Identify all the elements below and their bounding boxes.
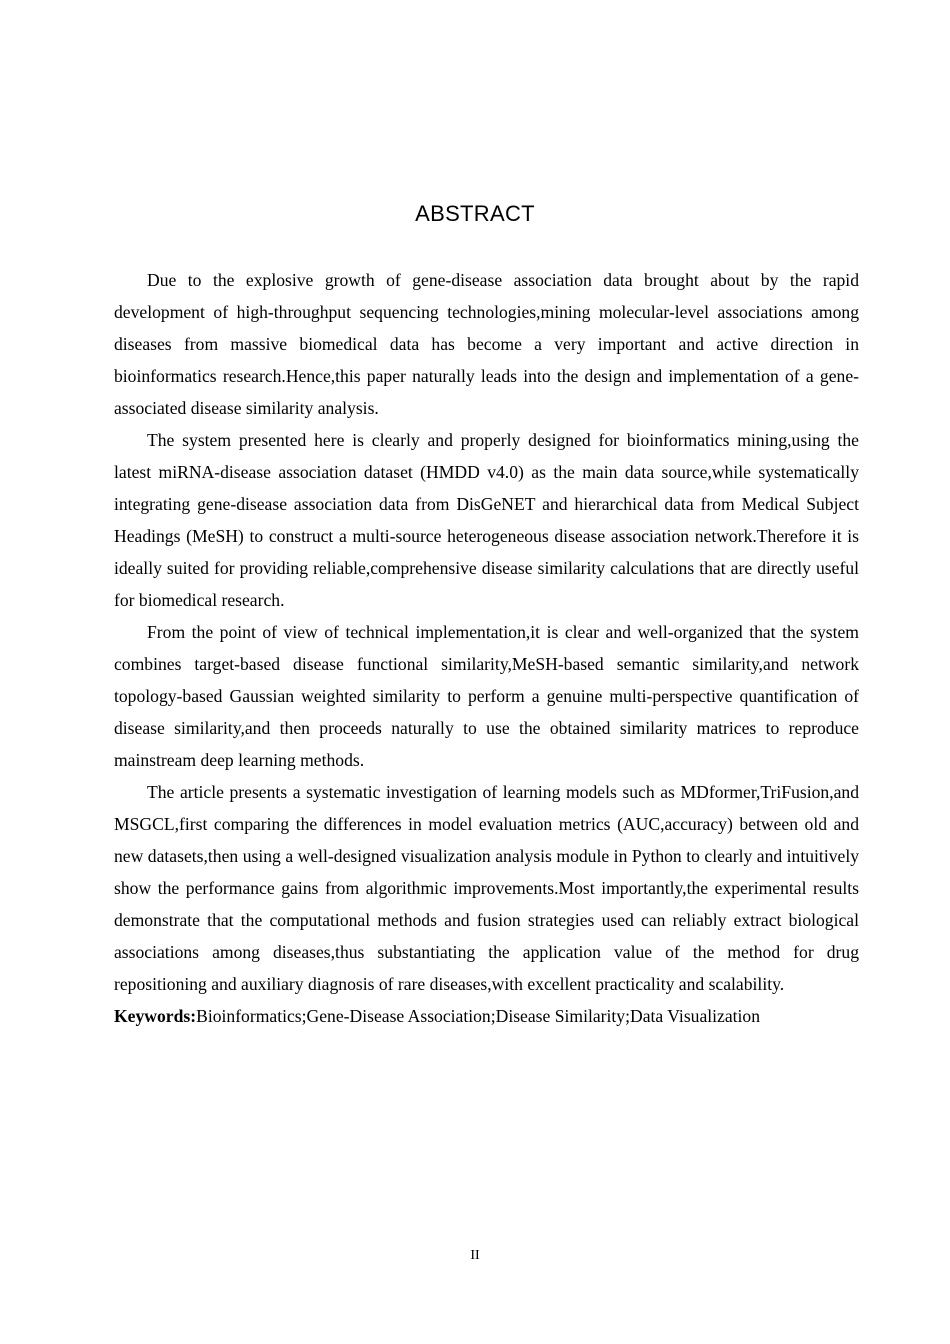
abstract-paragraph-1: Due to the explosive growth of gene-disease association data brought about by the rapid development of high-throughput sequencing technologies,mining molecular-level associations among diseases from massive biomedical data has become a very important and active direction in bioinformatics research.Hence,this paper naturally leads into the design and implementation of a gene-associated disease similarity analysis. [114,270,859,418]
abstract-paragraph-4: The article presents a systematic investigation of learning models such as MDformer,TriFusion,and MSGCL,first comparing the differences in model evaluation metrics (AUC,accuracy) between old and new datasets,then using a well-designed visualization analysis module in Python to clearly and intuitively show the performance gains from algorithmic improvements.Most importantly,the experimental results demonstrate that the computational methods and fusion strategies used can reliably extract biological associations among diseases,thus substantiating the application value of the method for drug repositioning and auxiliary diagnosis of rare diseases,with excellent practicality and scalability. [114,782,859,994]
keywords-label: Keywords: [114,1006,197,1026]
keywords-line [114,1000,859,1032]
abstract-paragraph-2: The system presented here is clearly and properly designed for bioinformatics mining,using the latest miRNA-disease association dataset (HMDD v4.0) as the main data source,while systematically integrating gene-disease association data from DisGeNET and hierarchical data from Medical Subject Headings (MeSH) to construct a multi-source heterogeneous disease association network.Therefore it is ideally suited for providing reliable,comprehensive disease similarity calculations that are directly useful for biomedical research. [114,430,859,610]
keywords-list: Bioinformatics;Gene-Disease Association;Disease Similarity;Data Visualization [196,1006,761,1026]
page-number: II [470,1248,480,1263]
abstract-title: ABSTRACT [415,201,535,226]
abstract-body [114,264,859,1032]
abstract-paragraph-3: From the point of view of technical implementation,it is clear and well-organized that the system combines target-based disease functional similarity,MeSH-based semantic similarity,and network topology-based Gaussian weighted similarity to perform a genuine multi-perspective quantification of disease similarity,and then proceeds naturally to use the obtained similarity matrices to reproduce mainstream deep learning methods. [114,622,859,770]
